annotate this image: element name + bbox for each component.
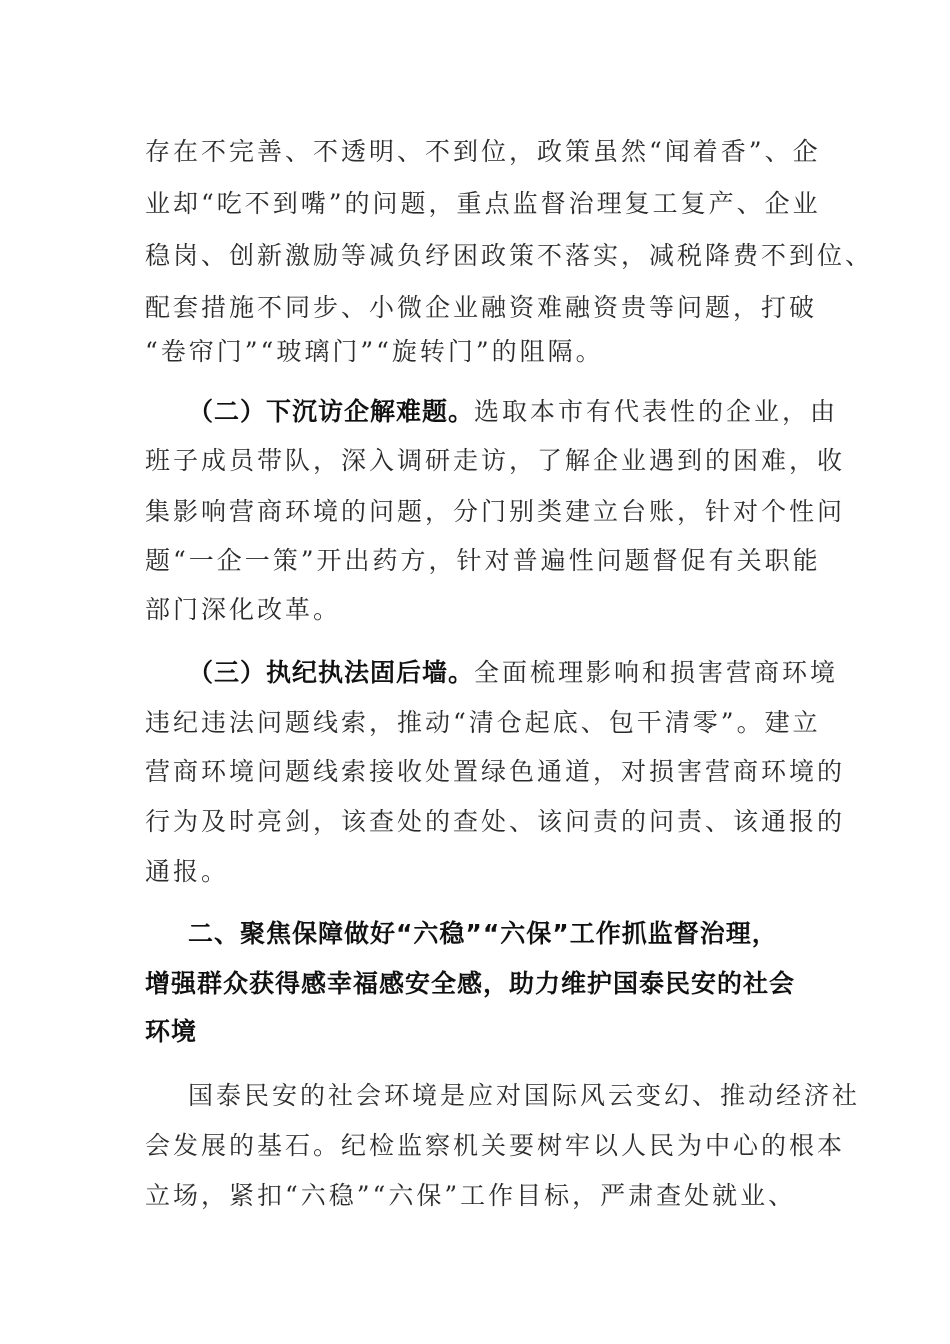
body-text-line: 稳岗、创新激励等减负纾困政策不落实，减税降费不到位、 (145, 241, 874, 270)
body-text-line: 班子成员带队，深入调研走访，了解企业遇到的困难，收 (145, 446, 846, 475)
chapter-title-line: 增强群众获得感幸福感安全感，助力维护国泰民安的社会 (145, 969, 796, 998)
body-text-line: 营商环境问题线索接收处置绿色通道，对损害营商环境的 (145, 757, 846, 786)
body-text-line: 业却“吃不到嘴”的问题，重点监督治理复工复产、企业 (145, 189, 821, 218)
body-text-line: 通报。 (145, 857, 230, 886)
body-text-line: 国泰民安的社会环境是应对国际风云变幻、推动经济社 (188, 1081, 861, 1110)
body-text-line: 会发展的基石。纪检监察机关要树牢以人民为中心的根本 (145, 1131, 846, 1160)
body-text-line: 题“一企一策”开出药方，针对普遍性问题督促有关职能 (145, 546, 821, 575)
body-text-line: 行为及时亮剑，该查处的查处、该问责的问责、该通报的 (145, 807, 846, 836)
body-text-line: 立场，紧扣“六稳”“六保”工作目标，严肃查处就业、 (145, 1181, 797, 1210)
body-text-line: 部门深化改革。 (145, 595, 342, 624)
chapter-title-line: 二、聚焦保障做好“六稳”“六保”工作抓监督治理， (188, 919, 778, 948)
body-text-line: 违纪违法问题线索，推动“清仓起底、包干清零”。建立 (145, 708, 821, 737)
body-text-line: “卷帘门”“玻璃门”“旋转门”的阻隔。 (145, 337, 604, 366)
body-text-span: 选取本市有代表性的企业，由 (474, 397, 839, 426)
body-text-line: 配套措施不同步、小微企业融资难融资贵等问题，打破 (145, 293, 818, 322)
section-heading-2: （二）下沉访企解难题。 (188, 397, 475, 426)
body-text-line: 存在不完善、不透明、不到位，政策虽然“闻着香”、企 (145, 137, 821, 166)
section-paragraph-3-first-line (188, 655, 838, 691)
section-paragraph-2-first-line (188, 394, 838, 430)
body-text-span: 全面梳理影响和损害营商环境 (474, 658, 839, 687)
body-text-line: 集影响营商环境的问题，分门别类建立台账，针对个性问 (145, 497, 846, 526)
section-heading-3: （三）执纪执法固后墙。 (188, 658, 475, 687)
chapter-title-line: 环境 (145, 1017, 198, 1046)
